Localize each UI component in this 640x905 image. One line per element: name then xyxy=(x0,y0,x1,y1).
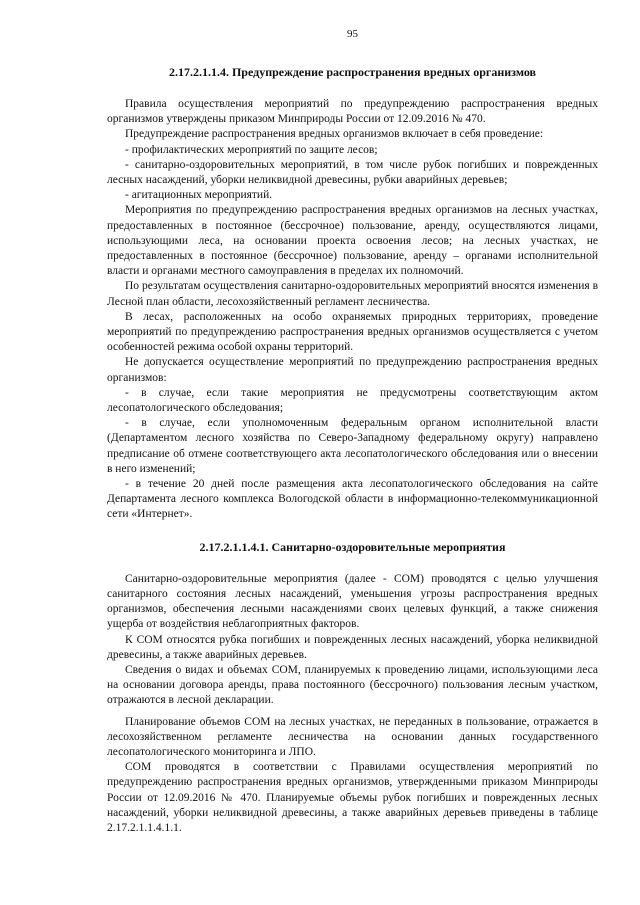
list-item: - в случае, если уполномоченным федеральным органом исполнительной власти (Департаментом лесного хозяйства по Северо-Западному федеральному округу) направлено предписание об отмене соответствующего акта лесопатологического обследования или о внесении в него изменений; xyxy=(107,417,598,475)
paragraph: Планирование объемов СОМ на лесных участках, не переданных в пользование, отражается в лесохозяйственном регламенте лесничества на основании данных государственного лесопатологического мониторинга и ЛПО. xyxy=(107,715,598,758)
page-number: 95 xyxy=(347,28,358,40)
list-item: - профилактических мероприятий по защите лесов; xyxy=(125,143,378,156)
subsection-body xyxy=(107,572,598,836)
paragraph: СОМ проводятся в соответствии с Правилами осуществления мероприятий по предупреждению распространения вредных организмов, утвержденными приказом Минприроды России от 12.09.2016 № 470. Планируемые объемы рубок погибших и поврежденных лесных насаждений, уборки неликвидной древесины, а также аварийных деревьев приведены в таблице 2.17.2.1.1.4.1.1. xyxy=(107,761,598,834)
paragraph: К СОМ относятся рубка погибших и поврежденных лесных насаждений, уборка неликвидной древесины, а также аварийных деревьев. xyxy=(107,633,598,661)
paragraph: Сведения о видах и объемах СОМ, планируемых к проведению лицами, использующими леса на основании договора аренды, права постоянного (бессрочного) пользования лесным участком, отражаются в лесной декларации. xyxy=(107,663,598,707)
list-item: - агитационных мероприятий. xyxy=(125,189,273,202)
list-item: - в течение 20 дней после размещения акта лесопатологического обследования на сайте Департамента лесного комплекса Вологодской области в информационно-телекоммуникационной сети «Интернет». xyxy=(107,478,598,521)
paragraph: Мероприятия по предупреждению распространения вредных организмов на лесных участках, предоставленных в постоянное (бессрочное) пользование, аренду, осуществляются лицами, использующими леса, на основании проекта освоения лесов; на лесных участках, не предоставленных в постоянное (бессрочное) пользование, аренду – органами исполнительной власти и органами местного самоуправления в пределах их полномочий. xyxy=(107,204,598,278)
section-body xyxy=(107,97,598,523)
list-item: - санитарно-оздоровительных мероприятий, в том числе рубок погибших и поврежденных лесных насаждений, уборки неликвидной древесины, рубки аварийных деревьев; xyxy=(107,158,598,187)
paragraph: Не допускается осуществление мероприятий по предупреждению распространения вредных организмов: xyxy=(107,356,598,384)
list-item: - в случае, если такие мероприятия не предусмотрены соответствующим актом лесопатологического обследования; xyxy=(107,386,598,415)
paragraph: В лесах, расположенных на особо охраняемых природных территориях, проведение мероприятий по предупреждению распространения вредных организмов осуществляется с учетом особенностей режима особой охраны территорий. xyxy=(107,310,598,354)
subsection-heading: 2.17.2.1.1.4.1. Санитарно-оздоровительные мероприятия xyxy=(199,539,506,554)
paragraph: По результатам осуществления санитарно-оздоровительных мероприятий вносятся изменения в Лесной план области, лесохозяйственный регламент лесничества. xyxy=(107,280,598,308)
paragraph: Санитарно-оздоровительные мероприятия (далее - СОМ) проводятся с целью улучшения санитарного состояния лесных насаждений, уменьшения угрозы распространения вредных организмов, обеспечения лесными насаждениями своих целевых функций, а также снижения ущерба от воздействия неблагоприятных факторов. xyxy=(107,572,598,631)
section-heading: 2.17.2.1.1.4. Предупреждение распространения вредных организмов xyxy=(168,65,537,79)
paragraph: Правила осуществления мероприятий по предупреждению распространения вредных организмов утверждены приказом Минприроды России от 12.09.2016 № 470. xyxy=(107,98,598,126)
paragraph: Предупреждение распространения вредных организмов включает в себя проведение: xyxy=(125,128,544,141)
